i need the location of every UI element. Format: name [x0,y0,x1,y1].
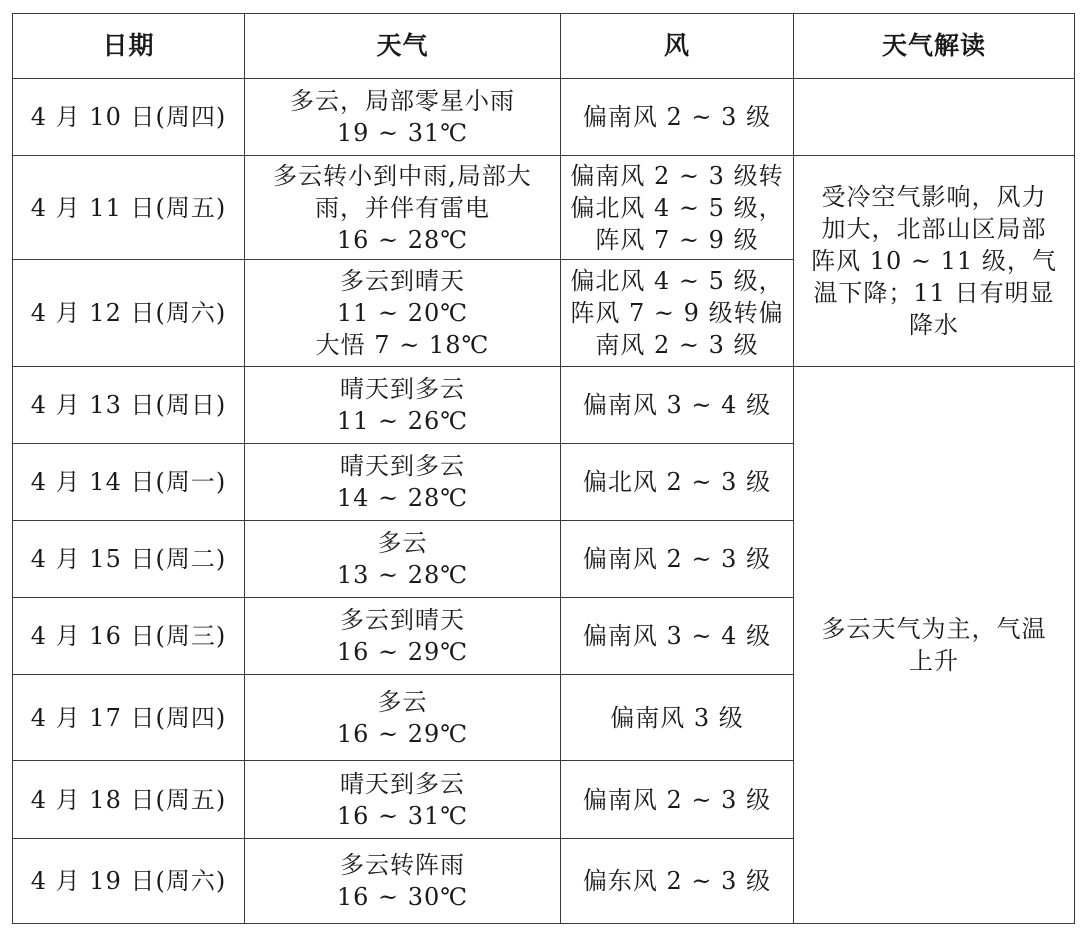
date-cell: 4 月 10 日(周四) [13,79,245,156]
weather-cell-line: 大悟 7 ~ 18℃ [315,331,490,359]
weather-cell-line: 16 ~ 28℃ [336,225,469,254]
date-cell: 4 月 14 日(周一) [13,444,245,521]
wind-cell [561,444,794,521]
date-cell: 4 月 16 日(周三) [13,598,245,675]
interpretation-cell-line: 上升 [909,647,959,675]
wind-cell [561,367,794,444]
weather-cell-line: 晴天到多云 [340,452,465,480]
weather-cell-line: 14 ~ 28℃ [336,484,469,512]
date-cell: 4 月 11 日(周五) [13,156,245,260]
weather-cell [245,521,561,598]
weather-cell-line: 多云到晴天 [340,267,465,295]
date-cell: 4 月 18 日(周五) [13,761,245,839]
interpretation-cell-line: 温下降；11 日有明显 [813,279,1055,307]
weather-cell-line: 晴天到多云 [340,769,465,798]
wind-cell-line: 偏南风 2 ~ 3 级 [582,545,772,573]
interpretation-cell [794,156,1075,367]
weather-cell-line: 16 ~ 31℃ [336,801,469,830]
weather-cell-line: 16 ~ 29℃ [336,719,469,748]
wind-cell-line: 阵风 7 ~ 9 级 [595,225,759,254]
interpretation-cell [794,367,1075,924]
weather-cell [245,675,561,761]
weather-cell-line: 19 ~ 31℃ [336,119,469,147]
date-cell: 4 月 13 日(周日) [13,367,245,444]
weather-cell [245,156,561,260]
date-cell: 4 月 12 日(周六) [13,260,245,367]
weather-cell-line: 多云转阵雨 [340,851,465,879]
wind-cell [561,839,794,924]
header-weather: 天气 [245,14,561,79]
table-row [13,79,1075,156]
weather-cell-line: 16 ~ 30℃ [336,883,469,911]
header-date: 日期 [13,14,245,79]
interpretation-cell-line: 多云天气为主，气温 [821,615,1047,643]
weather-cell-line: 16 ~ 29℃ [336,638,469,666]
wind-cell-line: 偏南风 2 ~ 3 级 [582,785,772,814]
weather-cell [245,367,561,444]
interpretation-cell [794,79,1075,156]
weather-cell-line: 11 ~ 26℃ [336,407,469,435]
table-row [13,367,1075,444]
table-row [13,156,1075,260]
wind-cell [561,521,794,598]
header-wind: 风 [561,14,794,79]
wind-cell [561,761,794,839]
header-interpretation: 天气解读 [794,14,1075,79]
interpretation-cell-line: 阵风 10 ~ 11 级，气 [811,247,1057,275]
date-cell: 4 月 17 日(周四) [13,675,245,761]
wind-cell-line: 阵风 7 ~ 9 级转偏 [570,299,784,327]
weather-cell [245,444,561,521]
wind-cell-line: 偏东风 2 ~ 3 级 [582,867,772,895]
weather-cell-line: 多云 [377,687,428,716]
date-cell: 4 月 19 日(周六) [13,839,245,924]
weather-cell [245,260,561,367]
weather-cell-line: 11 ~ 20℃ [336,299,469,327]
wind-cell [561,156,794,260]
wind-cell-line: 偏南风 3 ~ 4 级 [582,391,772,419]
weather-cell-line: 晴天到多云 [340,375,465,403]
weather-cell-line: 13 ~ 28℃ [336,561,469,589]
wind-cell-line: 偏南风 3 级 [610,703,744,732]
wind-cell-line: 偏北风 2 ~ 3 级 [582,468,772,496]
weather-cell-line: 多云到晴天 [340,606,465,634]
wind-cell [561,79,794,156]
weather-cell [245,598,561,675]
table-body [13,79,1075,924]
weather-forecast-table [12,13,1075,924]
wind-cell-line: 偏南风 3 ~ 4 级 [582,622,772,650]
wind-cell [561,260,794,367]
wind-cell [561,675,794,761]
interpretation-cell-line: 加大，北部山区局部 [821,215,1047,243]
wind-cell-line: 偏南风 2 ~ 3 级转 [570,161,784,190]
wind-cell [561,598,794,675]
wind-cell-line: 偏北风 4 ~ 5 级， [570,267,784,295]
wind-cell-line: 偏北风 4 ~ 5 级， [570,193,784,222]
weather-cell-line: 多云转小到中雨,局部大 [273,161,532,190]
interpretation-cell-line: 降水 [909,311,959,339]
interpretation-cell-line: 受冷空气影响，风力 [821,183,1047,211]
weather-cell [245,761,561,839]
wind-cell-line: 偏南风 2 ~ 3 级 [582,103,772,131]
weather-cell-line: 多云，局部零星小雨 [290,87,515,115]
weather-cell [245,839,561,924]
weather-cell-line: 雨，并伴有雷电 [315,193,490,222]
date-cell: 4 月 15 日(周二) [13,521,245,598]
wind-cell-line: 南风 2 ~ 3 级 [595,331,759,359]
header-row [13,14,1075,79]
weather-cell-line: 多云 [377,529,428,557]
weather-cell [245,79,561,156]
